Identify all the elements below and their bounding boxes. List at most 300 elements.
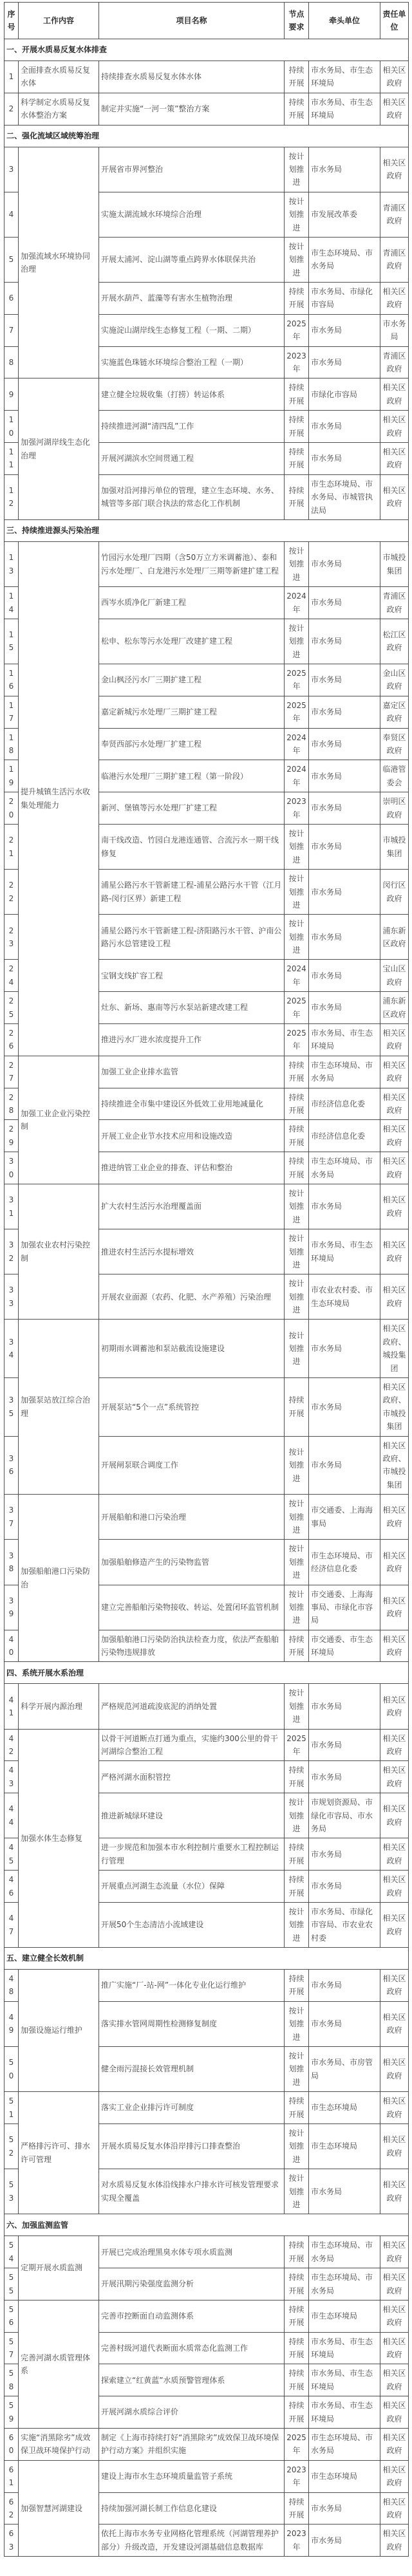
work-content-cell: 加强工业企业污染控制 bbox=[19, 1056, 99, 1184]
project-name-cell: 扩大农村生活污水治理覆盖面 bbox=[99, 1184, 285, 1229]
node-requirement-cell: 持续开展 bbox=[285, 1088, 309, 1120]
section-title: 五、建立健全长效机制 bbox=[5, 1948, 409, 1970]
project-name-cell: 持续加强河湖长制工作信息化建设 bbox=[99, 2492, 285, 2525]
lead-unit-cell: 市生态环境局 bbox=[309, 2124, 380, 2169]
project-name-cell: 实施淀山湖岸线生态修复工程（一期、二期） bbox=[99, 314, 285, 346]
project-name-cell: 加强船舶港口污染防治执法检查力度，依法严查船舶污染物违规排放 bbox=[99, 1630, 285, 1662]
node-requirement-cell: 2023年 bbox=[285, 346, 309, 378]
responsible-unit-cell: 相关区政府 bbox=[380, 2460, 409, 2492]
node-requirement-cell: 持续开展 bbox=[285, 1630, 309, 1662]
node-requirement-cell: 按计划推进 bbox=[285, 1320, 309, 1378]
responsible-unit-cell: 相关区政府 bbox=[380, 2047, 409, 2092]
row-number: 34 bbox=[5, 1320, 19, 1378]
responsible-unit-cell: 相关区政府 bbox=[380, 1056, 409, 1088]
responsible-unit-cell: 市水务局 bbox=[380, 314, 409, 346]
project-name-cell: 开展省市界河整治 bbox=[99, 147, 285, 192]
responsible-unit-cell: 青浦区政府 bbox=[380, 192, 409, 237]
lead-unit-cell: 市水务局 bbox=[309, 760, 380, 792]
lead-unit-cell: 市生态环境局 bbox=[309, 2460, 380, 2492]
responsible-unit-cell: 浦东新区政府 bbox=[380, 915, 409, 960]
work-content-cell: 加强农业农村污染控制 bbox=[19, 1184, 99, 1320]
row-number: 28 bbox=[5, 1088, 19, 1120]
responsible-unit-cell: 相关区政府 bbox=[380, 2169, 409, 2214]
row-number: 23 bbox=[5, 915, 19, 960]
responsible-unit-cell: 相关区政府 bbox=[380, 474, 409, 519]
lead-unit-cell: 市水务局 bbox=[309, 1729, 380, 1761]
node-requirement-cell: 持续开展 bbox=[285, 1838, 309, 1871]
row-number: 27 bbox=[5, 1056, 19, 1088]
header-work-content: 工作内容 bbox=[19, 3, 99, 39]
responsible-unit-cell: 相关区政府、市城投集团 bbox=[380, 1436, 409, 1495]
responsible-unit-cell: 相关区政府 bbox=[380, 1540, 409, 1585]
node-requirement-cell: 持续开展 bbox=[285, 442, 309, 474]
node-requirement-cell: 2023年 bbox=[285, 2460, 309, 2492]
table-row bbox=[5, 1684, 409, 1729]
node-requirement-cell: 持续开展 bbox=[285, 2300, 309, 2332]
project-name-cell: 落实工业企业排污许可制度 bbox=[99, 2092, 285, 2124]
node-requirement-cell: 按计划推进 bbox=[285, 1540, 309, 1585]
node-requirement-cell: 按计划推进 bbox=[285, 1436, 309, 1495]
lead-unit-cell: 市水务局 bbox=[309, 619, 380, 664]
row-number: 35 bbox=[5, 1378, 19, 1437]
table-row bbox=[5, 61, 409, 93]
node-requirement-cell: 2025年 bbox=[285, 2429, 309, 2461]
node-requirement-cell: 按计划推进 bbox=[285, 2001, 309, 2046]
row-number: 26 bbox=[5, 1024, 19, 1056]
project-name-cell: 加强船舶修造产生的污染物监管 bbox=[99, 1540, 285, 1585]
project-name-cell: 开展闸泵联合调度工作 bbox=[99, 1436, 285, 1495]
row-number: 36 bbox=[5, 1436, 19, 1495]
table-row bbox=[5, 2236, 409, 2268]
section-row bbox=[5, 1948, 409, 1970]
project-name-cell: 建立健全垃圾收集（打捞）转运体系 bbox=[99, 378, 285, 411]
work-content-cell: 实施“消黑除劣”成效保卫战环境保护行动 bbox=[19, 2429, 99, 2461]
project-name-cell: 浦星公路污水干管新建工程-济阳路污水干管、沪南公路污水总管建设工程 bbox=[99, 915, 285, 960]
project-name-cell: 开展太浦河、淀山湖等重点跨界水体联保共治 bbox=[99, 237, 285, 282]
project-name-cell: 临港污水处理厂三期扩建工程（第一阶段） bbox=[99, 760, 285, 792]
responsible-unit-cell: 相关区政府 bbox=[380, 2364, 409, 2396]
node-requirement-cell: 持续开展 bbox=[285, 2332, 309, 2364]
responsible-unit-cell: 相关区政府 bbox=[380, 1274, 409, 1320]
responsible-unit-cell: 相关区政府 bbox=[380, 2236, 409, 2268]
lead-unit-cell: 市水务局 bbox=[309, 915, 380, 960]
project-name-cell: 金山枫泾污水厂三期扩建工程 bbox=[99, 664, 285, 696]
responsible-unit-cell: 相关区政府 bbox=[380, 2396, 409, 2429]
responsible-unit-cell: 金山区政府 bbox=[380, 664, 409, 696]
project-name-cell: 开展水葫芦、蓝藻等有害水生植物治理 bbox=[99, 283, 285, 315]
responsible-unit-cell: 相关区政府 bbox=[380, 1088, 409, 1120]
row-number: 1 bbox=[5, 61, 19, 93]
section-title: 二、强化流域区域统筹治理 bbox=[5, 125, 409, 147]
responsible-unit-cell: 相关区政府 bbox=[380, 1871, 409, 1903]
work-content-cell: 加强智慧河湖建设 bbox=[19, 2460, 99, 2556]
project-name-cell: 松申、松东等污水处理厂改建扩建工程 bbox=[99, 619, 285, 664]
responsible-unit-cell: 相关区政府 bbox=[380, 1495, 409, 1540]
section-row bbox=[5, 1662, 409, 1684]
lead-unit-cell: 市水务局、市生态环境局 bbox=[309, 1229, 380, 1274]
node-requirement-cell: 按计划推进 bbox=[285, 870, 309, 915]
node-requirement-cell: 持续开展 bbox=[285, 2092, 309, 2124]
work-content-cell: 加强河湖岸线生态化治理 bbox=[19, 378, 99, 520]
row-number: 47 bbox=[5, 1902, 19, 1947]
node-requirement-cell: 持续开展 bbox=[285, 93, 309, 125]
row-number: 11 bbox=[5, 442, 19, 474]
project-name-cell: 推进污水厂进水浓度提升工作 bbox=[99, 1024, 285, 1056]
responsible-unit-cell: 青浦区政府 bbox=[380, 346, 409, 378]
node-requirement-cell: 持续开展 bbox=[285, 474, 309, 519]
row-number: 37 bbox=[5, 1495, 19, 1540]
node-requirement-cell: 持续开展 bbox=[285, 2364, 309, 2396]
row-number: 46 bbox=[5, 1871, 19, 1903]
work-content-cell: 提升城镇生活污水收集处理能力 bbox=[19, 541, 99, 1056]
project-name-cell: 加强对沿河排污单位的管理，建立生态环境、水务、城管等多部门联合执法的常态化工作机制 bbox=[99, 474, 285, 519]
responsible-unit-cell: 市城投集团 bbox=[380, 824, 409, 869]
node-requirement-cell: 2023年 bbox=[285, 792, 309, 825]
project-name-cell: 实施蓝色珠链水环境综合整治工程（一期） bbox=[99, 346, 285, 378]
section-title: 六、加强监测监管 bbox=[5, 2214, 409, 2236]
lead-unit-cell: 市水务局 bbox=[309, 1761, 380, 1793]
project-name-cell: 西岑水质净化厂新建工程 bbox=[99, 587, 285, 619]
row-number: 55 bbox=[5, 2268, 19, 2301]
node-requirement-cell: 按计划推进 bbox=[285, 824, 309, 869]
work-content-cell: 加强水体生态修复 bbox=[19, 1729, 99, 1947]
responsible-unit-cell: 松江区政府 bbox=[380, 619, 409, 664]
lead-unit-cell: 市水务局 bbox=[309, 1838, 380, 1871]
section-title: 三、持续推进源头污染治理 bbox=[5, 519, 409, 541]
responsible-unit-cell: 相关区政府 bbox=[380, 2525, 409, 2557]
work-content-cell: 完善河湖水质管理体系 bbox=[19, 2300, 99, 2428]
row-number: 8 bbox=[5, 346, 19, 378]
node-requirement-cell: 持续开展 bbox=[285, 1871, 309, 1903]
node-requirement-cell: 2025年 bbox=[285, 1024, 309, 1056]
row-number: 30 bbox=[5, 1152, 19, 1184]
project-name-cell: 完善市控断面自动监测体系 bbox=[99, 2300, 285, 2332]
node-requirement-cell: 按计划推进 bbox=[285, 1585, 309, 1630]
project-name-cell: 持续推进全市集中建设区外低效工业用地减量化 bbox=[99, 1088, 285, 1120]
row-number: 29 bbox=[5, 1120, 19, 1152]
responsible-unit-cell: 相关区政府 bbox=[380, 61, 409, 93]
row-number: 56 bbox=[5, 2300, 19, 2332]
row-number: 39 bbox=[5, 1585, 19, 1630]
project-name-cell: 以骨干河道断点打通为重点，实施约300公里的骨干河湖综合整治工程 bbox=[99, 1729, 285, 1761]
responsible-unit-cell: 相关区政府 bbox=[380, 1120, 409, 1152]
table-row bbox=[5, 1320, 409, 1378]
work-content-cell: 加强设施运行维护 bbox=[19, 1970, 99, 2092]
row-number: 17 bbox=[5, 696, 19, 728]
lead-unit-cell: 市经济信息化委 bbox=[309, 1120, 380, 1152]
project-name-cell: 完善村级河道代表断面水质常态化监测工作 bbox=[99, 2332, 285, 2364]
project-name-cell: 实施太湖流域水环境综合治理 bbox=[99, 192, 285, 237]
project-name-cell: 开展农业面源（农药、化肥、水产养殖）污染治理 bbox=[99, 1274, 285, 1320]
lead-unit-cell: 市水务局、市生态环境局 bbox=[309, 61, 380, 93]
project-name-cell: 竹园污水处理厂四期（含50万立方米调蓄池）、泰和污水处理厂、白龙港污水处理厂三期等新建扩建工程 bbox=[99, 541, 285, 586]
table-row bbox=[5, 1970, 409, 2002]
work-content-cell: 科学开展内源治理 bbox=[19, 1684, 99, 1729]
node-requirement-cell: 按计划推进 bbox=[285, 2169, 309, 2214]
row-number: 49 bbox=[5, 2001, 19, 2046]
row-number: 19 bbox=[5, 760, 19, 792]
lead-unit-cell: 市水务局 bbox=[309, 541, 380, 586]
header-node-requirement: 节点要求 bbox=[285, 3, 309, 39]
row-number: 50 bbox=[5, 2047, 19, 2092]
node-requirement-cell: 2025年 bbox=[285, 314, 309, 346]
project-name-cell: 落实排水管网周期性检测修复制度 bbox=[99, 2001, 285, 2046]
lead-unit-cell: 市发展改革委 bbox=[309, 192, 380, 237]
project-name-cell: 开展已完成治理黑臭水体专项水质监测 bbox=[99, 2236, 285, 2268]
lead-unit-cell: 市经济信息化委 bbox=[309, 1088, 380, 1120]
lead-unit-cell: 市水务局 bbox=[309, 664, 380, 696]
row-number: 12 bbox=[5, 474, 19, 519]
row-number: 41 bbox=[5, 1684, 19, 1729]
node-requirement-cell: 持续开展 bbox=[285, 2268, 309, 2301]
responsible-unit-cell: 相关区政府 bbox=[380, 1761, 409, 1793]
header-lead-unit: 牵头单位 bbox=[309, 3, 380, 39]
table-row bbox=[5, 2300, 409, 2332]
lead-unit-cell: 市交通委、上海海事局、市绿化市容局 bbox=[309, 1585, 380, 1630]
project-name-cell: 初期雨水调蓄池和泵站截流设施建设 bbox=[99, 1320, 285, 1378]
table-row bbox=[5, 1184, 409, 1229]
row-number: 5 bbox=[5, 237, 19, 282]
node-requirement-cell: 2024年 bbox=[285, 587, 309, 619]
table-row bbox=[5, 1056, 409, 1088]
responsible-unit-cell: 相关区政府 bbox=[380, 2429, 409, 2461]
row-number: 32 bbox=[5, 1229, 19, 1274]
section-row bbox=[5, 519, 409, 541]
work-content-cell: 全面排查水质易反复水体 bbox=[19, 61, 99, 93]
node-requirement-cell: 持续开展 bbox=[285, 2492, 309, 2525]
table-row bbox=[5, 541, 409, 586]
lead-unit-cell: 市水务局 bbox=[309, 147, 380, 192]
project-name-cell: 持续排查水质易反复水体水体 bbox=[99, 61, 285, 93]
responsible-unit-cell: 相关区政府 bbox=[380, 1902, 409, 1947]
row-number: 16 bbox=[5, 664, 19, 696]
responsible-unit-cell: 崇明区政府 bbox=[380, 792, 409, 825]
project-name-cell: 开展汛期污染强度监测分析 bbox=[99, 2268, 285, 2301]
responsible-unit-cell: 相关区政府 bbox=[380, 93, 409, 125]
work-content-cell: 加强泵站放江综合治理 bbox=[19, 1320, 99, 1495]
project-name-cell: 对水质易反复水体沿线排水户排水许可核发管理要求实现全覆盖 bbox=[99, 2169, 285, 2214]
row-number: 33 bbox=[5, 1274, 19, 1320]
responsible-unit-cell: 相关区政府、城投集团 bbox=[380, 1320, 409, 1378]
lead-unit-cell: 市水务局 bbox=[309, 696, 380, 728]
row-number: 48 bbox=[5, 1970, 19, 2002]
row-number: 3 bbox=[5, 147, 19, 192]
project-name-cell: 开展泵站“5个一点”系统管控 bbox=[99, 1378, 285, 1437]
lead-unit-cell: 市水务局 bbox=[309, 792, 380, 825]
lead-unit-cell: 市水务局 bbox=[309, 442, 380, 474]
row-number: 61 bbox=[5, 2460, 19, 2492]
work-content-cell: 定期开展水质监测 bbox=[19, 2236, 99, 2301]
lead-unit-cell: 市交通委、上海海事局 bbox=[309, 1495, 380, 1540]
row-number: 42 bbox=[5, 1729, 19, 1761]
lead-unit-cell: 市水务局 bbox=[309, 346, 380, 378]
responsible-unit-cell: 宝山区政府 bbox=[380, 960, 409, 992]
project-name-cell: 推广实施“厂-站-网”一体化专业化运行维护 bbox=[99, 1970, 285, 2002]
lead-unit-cell: 市水务局 bbox=[309, 1970, 380, 2002]
responsible-unit-cell: 相关区政府 bbox=[380, 1970, 409, 2002]
lead-unit-cell: 市生态环境局 bbox=[309, 2092, 380, 2124]
lead-unit-cell: 市水务局 bbox=[309, 2525, 380, 2557]
table-row bbox=[5, 2429, 409, 2461]
project-name-cell: 探索建立“红黄蓝”水质预警管理体系 bbox=[99, 2364, 285, 2396]
node-requirement-cell: 2025年 bbox=[285, 696, 309, 728]
lead-unit-cell: 市水务局 bbox=[309, 411, 380, 443]
project-name-cell: 南干线改造、竹园白龙港连通管、合流污水一期干线修复 bbox=[99, 824, 285, 869]
responsible-unit-cell: 相关区政府 bbox=[380, 378, 409, 411]
lead-unit-cell: 市生态环境局、市水务局 bbox=[309, 2236, 380, 2268]
lead-unit-cell: 市水务局 bbox=[309, 2492, 380, 2525]
node-requirement-cell: 持续开展 bbox=[285, 1152, 309, 1184]
node-requirement-cell: 按计划推进 bbox=[285, 541, 309, 586]
lead-unit-cell: 市水务局、市生态环境局 bbox=[309, 2332, 380, 2364]
responsible-unit-cell: 临港管委会 bbox=[380, 760, 409, 792]
node-requirement-cell: 按计划推进 bbox=[285, 237, 309, 282]
row-number: 7 bbox=[5, 314, 19, 346]
lead-unit-cell: 市规划资源局、市绿化市容局、市水务局 bbox=[309, 1793, 380, 1838]
lead-unit-cell: 市水务局、市房管局 bbox=[309, 2047, 380, 2092]
lead-unit-cell: 市水务局 bbox=[309, 1436, 380, 1495]
responsible-unit-cell: 相关区政府 bbox=[380, 1585, 409, 1630]
row-number: 18 bbox=[5, 728, 19, 760]
lead-unit-cell: 市水务局 bbox=[309, 587, 380, 619]
responsible-unit-cell: 市城投集团 bbox=[380, 541, 409, 586]
responsible-unit-cell: 相关区政府 bbox=[380, 2124, 409, 2169]
lead-unit-cell: 市水务局 bbox=[309, 1684, 380, 1729]
responsible-unit-cell: 相关区政府 bbox=[380, 2300, 409, 2332]
node-requirement-cell: 2024年 bbox=[285, 960, 309, 992]
node-requirement-cell: 按计划推进 bbox=[285, 1184, 309, 1229]
lead-unit-cell: 市水务局 bbox=[309, 992, 380, 1024]
node-requirement-cell: 按计划推进 bbox=[285, 1793, 309, 1838]
project-name-cell: 开展水质易反复水体沿岸排污口排查整治 bbox=[99, 2124, 285, 2169]
project-name-cell: 灶东、新场、惠南等污水泵站新建改建工程 bbox=[99, 992, 285, 1024]
node-requirement-cell: 2025年 bbox=[285, 992, 309, 1024]
header-row bbox=[5, 3, 409, 39]
header-serial-number: 序号 bbox=[5, 3, 19, 39]
responsible-unit-cell: 相关区政府 bbox=[380, 1630, 409, 1662]
lead-unit-cell: 市水务局 bbox=[309, 960, 380, 992]
row-number: 51 bbox=[5, 2092, 19, 2124]
node-requirement-cell: 按计划推进 bbox=[285, 1684, 309, 1729]
project-name-cell: 进一步规范和加强本市水利控制片重要水工程控制运行管理 bbox=[99, 1838, 285, 1871]
header-project-name: 项目名称 bbox=[99, 3, 285, 39]
responsible-unit-cell: 相关区政府 bbox=[380, 1152, 409, 1184]
lead-unit-cell: 市水务局 bbox=[309, 1378, 380, 1437]
lead-unit-cell: 市水务局 bbox=[309, 2001, 380, 2046]
table-body bbox=[5, 39, 409, 2557]
project-name-cell: 开展河湖水质综合评价 bbox=[99, 2396, 285, 2429]
table-row bbox=[5, 2460, 409, 2492]
row-number: 43 bbox=[5, 1761, 19, 1793]
project-name-cell: 制定并实施“一河一策”整治方案 bbox=[99, 93, 285, 125]
lead-unit-cell: 市生态环境局、市水务局 bbox=[309, 2268, 380, 2301]
responsible-unit-cell: 相关区政府 bbox=[380, 1838, 409, 1871]
project-name-cell: 新河、堡镇等污水处理厂扩建工程 bbox=[99, 792, 285, 825]
row-number: 45 bbox=[5, 1838, 19, 1871]
project-name-cell: 宝钢支线扩容工程 bbox=[99, 960, 285, 992]
row-number: 21 bbox=[5, 824, 19, 869]
project-name-cell: 建立完善船舶污染物接收、转运、处置闭环监管机制 bbox=[99, 1585, 285, 1630]
node-requirement-cell: 持续开展 bbox=[285, 2236, 309, 2268]
lead-unit-cell: 市生态环境局、市水务局 bbox=[309, 2429, 380, 2461]
lead-unit-cell: 市水务局 bbox=[309, 870, 380, 915]
node-requirement-cell: 持续开展 bbox=[285, 1761, 309, 1793]
lead-unit-cell: 市交通委、市生态环境局 bbox=[309, 1630, 380, 1662]
section-title: 四、系统开展水系治理 bbox=[5, 1662, 409, 1684]
lead-unit-cell: 市水务局、市生态环境局 bbox=[309, 1024, 380, 1056]
row-number: 63 bbox=[5, 2525, 19, 2557]
work-content-cell: 加强船舶港口污染防治 bbox=[19, 1495, 99, 1662]
row-number: 62 bbox=[5, 2492, 19, 2525]
table-row bbox=[5, 1729, 409, 1761]
node-requirement-cell: 2023年 bbox=[285, 2525, 309, 2557]
project-name-cell: 推进新城绿环建设 bbox=[99, 1793, 285, 1838]
project-name-cell: 建设上海市水生态环境质量监管子系统 bbox=[99, 2460, 285, 2492]
row-number: 44 bbox=[5, 1793, 19, 1838]
lead-unit-cell: 市水务局、市绿化市容局 bbox=[309, 283, 380, 315]
row-number: 31 bbox=[5, 1184, 19, 1229]
responsible-unit-cell: 相关区政府 bbox=[380, 2268, 409, 2301]
section-row bbox=[5, 125, 409, 147]
row-number: 38 bbox=[5, 1540, 19, 1585]
node-requirement-cell: 持续开展 bbox=[285, 411, 309, 443]
node-requirement-cell: 2025年 bbox=[285, 664, 309, 696]
lead-unit-cell: 市水务局 bbox=[309, 314, 380, 346]
lead-unit-cell: 市水务局、市生态环境局 bbox=[309, 2396, 380, 2429]
responsible-unit-cell: 奉贤区政府 bbox=[380, 728, 409, 760]
lead-unit-cell: 市水务局、市生态环境局 bbox=[309, 2364, 380, 2396]
responsible-unit-cell: 相关区政府 bbox=[380, 1024, 409, 1056]
lead-unit-cell: 市水务局 bbox=[309, 2169, 380, 2214]
lead-unit-cell: 市水务局 bbox=[309, 824, 380, 869]
responsible-unit-cell: 浦东新区政府 bbox=[380, 992, 409, 1024]
project-name-cell: 开展重点河湖生态流量（水位）保障 bbox=[99, 1871, 285, 1903]
responsible-unit-cell: 相关区政府 bbox=[380, 2001, 409, 2046]
lead-unit-cell: 市生态环境局 bbox=[309, 2300, 380, 2332]
project-name-cell: 嘉定新城污水处理厂三期扩建工程 bbox=[99, 696, 285, 728]
responsible-unit-cell: 相关区政府 bbox=[380, 442, 409, 474]
node-requirement-cell: 持续开展 bbox=[285, 2396, 309, 2429]
node-requirement-cell: 按计划推进 bbox=[285, 1229, 309, 1274]
responsible-unit-cell: 青浦区政府 bbox=[380, 587, 409, 619]
project-name-cell: 奉贤西部污水处理厂扩建工程 bbox=[99, 728, 285, 760]
row-number: 59 bbox=[5, 2396, 19, 2429]
node-requirement-cell: 按计划推进 bbox=[285, 1902, 309, 1947]
node-requirement-cell: 持续开展 bbox=[285, 61, 309, 93]
action-plan-table bbox=[4, 2, 409, 2557]
lead-unit-cell: 市水务局、市生态环境局 bbox=[309, 93, 380, 125]
responsible-unit-cell: 相关区政府 bbox=[380, 411, 409, 443]
node-requirement-cell: 按计划推进 bbox=[285, 147, 309, 192]
header-responsible-unit: 责任单位 bbox=[380, 3, 409, 39]
table-row bbox=[5, 378, 409, 411]
row-number: 25 bbox=[5, 992, 19, 1024]
project-name-cell: 推进纳管工业企业的排查、评估和整治 bbox=[99, 1152, 285, 1184]
lead-unit-cell: 市水务局 bbox=[309, 1320, 380, 1378]
project-name-cell: 制定《上海市持续打好“消黑除劣”成效保卫战环境保护行动方案》并组织实施 bbox=[99, 2429, 285, 2461]
responsible-unit-cell: 相关区政府 bbox=[380, 1184, 409, 1229]
row-number: 52 bbox=[5, 2124, 19, 2169]
lead-unit-cell: 市水务局、市绿化市容局、市农业农村委 bbox=[309, 1902, 380, 1947]
row-number: 40 bbox=[5, 1630, 19, 1662]
node-requirement-cell: 持续开展 bbox=[285, 378, 309, 411]
node-requirement-cell: 持续开展 bbox=[285, 1056, 309, 1088]
section-row bbox=[5, 2214, 409, 2236]
project-name-cell: 开展工业企业节水技术应用和设施改造 bbox=[99, 1120, 285, 1152]
node-requirement-cell: 2024年 bbox=[285, 728, 309, 760]
row-number: 13 bbox=[5, 541, 19, 586]
work-content-cell: 加强流域水环境协同治理 bbox=[19, 147, 99, 378]
